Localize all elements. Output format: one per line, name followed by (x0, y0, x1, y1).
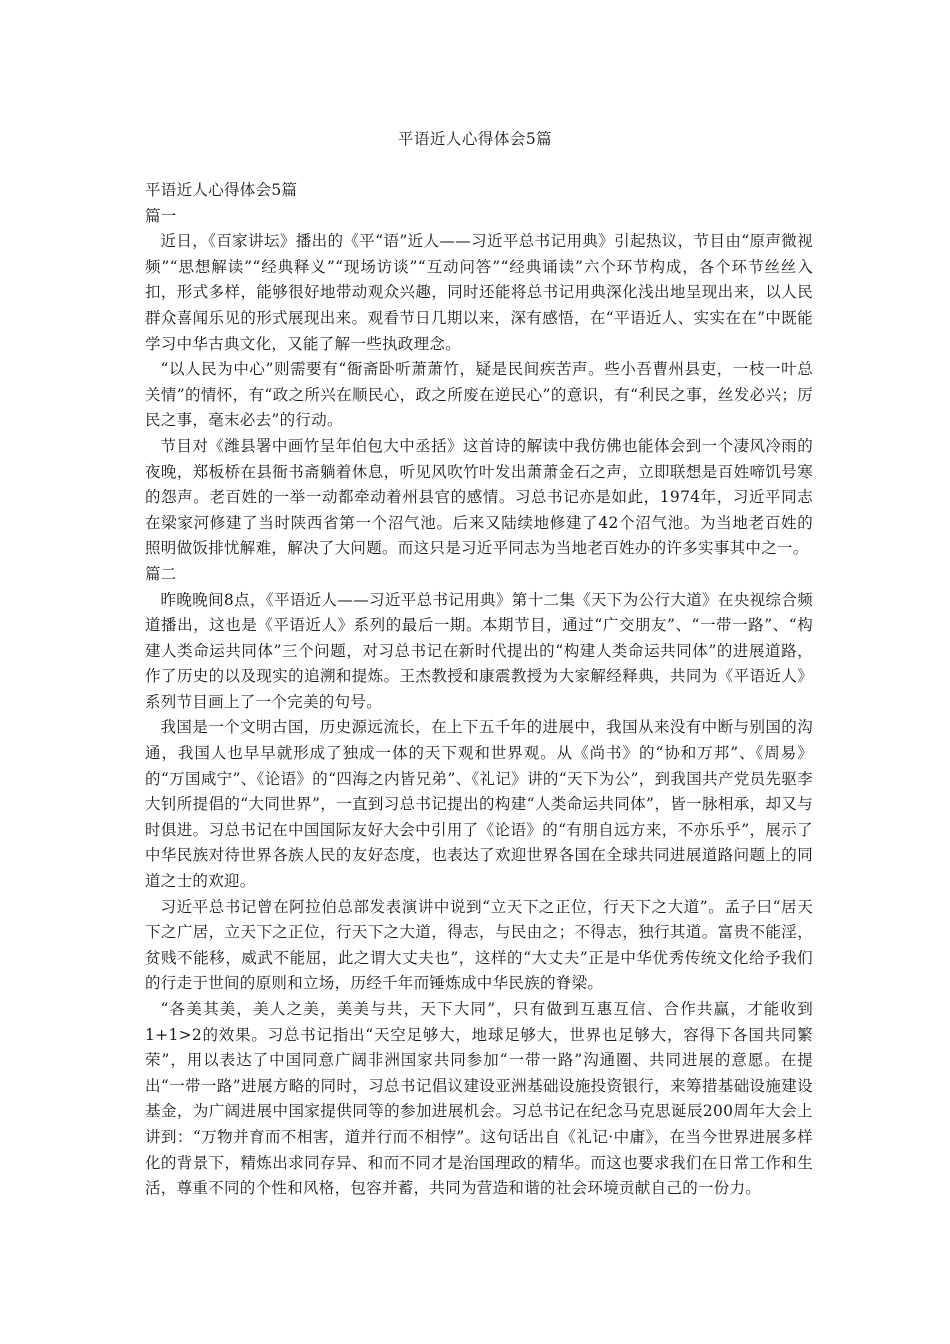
document-title: 平语近人心得体会5篇 (397, 130, 553, 148)
section-heading: 篇二 (145, 564, 177, 583)
section-2 (145, 562, 813, 1202)
paragraph: “各美其美，美人之美，美美与共，天下大同”，只有做到互惠互信、合作共赢，才能收到1+1>2的效果。习总书记指出“天空足够大，地球足够大，世界也足够大，容得下各国共同繁荣”，用以表达了中国同意广阔非洲国家共同参加“一带一路”沟通圈、共同进展的意愿。在提出“一带一路”进展方略的同时，习总书记倡议建设亚洲基础设施投资银行，来筹措基础设施建设基金，为广阔进展中国家提供同等的参加进展机会。习总书记在纪念马克思诞辰200周年大会上讲到：“万物并育而不相害，道并行而不相悖”。这句话出自《礼记·中庸》，在当今世界进展多样化的背景下，精炼出求同存异、和而不同才是治国理政的精华。而这也要求我们在日常工作和生活，尊重不同的个性和风格，包容并蓄，共同为营造和谐的社会环境贡献自己的一份力。 (145, 1000, 813, 1198)
paragraph: 习近平总书记曾在阿拉伯总部发表演讲中说到“立天下之正位，行天下之大道”。孟子曰“居天下之广居，立天下之正位，行天下之大道，得志，与民由之；不得志，独行其道。富贵不能淫，贫贱不能移，威武不能屈，此之谓大丈夫也”，这样的“大丈夫”正是中华优秀传统文化给予我们的行走于世间的原则和立场，历经千年而锤炼成中华民族的脊梁。 (145, 897, 813, 993)
paragraph: 昨晚晚间8点，《平语近人——习近平总书记用典》第十二集《天下为公行大道》在央视综合频道播出，这也是《平语近人》系列的最后一期。本期节目，通过“广交朋友”、“一带一路”、“构建人类命运共同体”三个问题，对习总书记在新时代提出的“构建人类命运共同体”的进展道路，作了历史的以及现实的追溯和提炼。王杰教授和康震教授为大家解经释典，共同为《平语近人》系列节目画上了一个完美的句号。 (145, 590, 813, 711)
paragraph: 节目对《潍县署中画竹呈年伯包大中丞括》这首诗的解读中我仿佛也能体会到一个凄风冷雨的夜晚，郑板桥在县衙书斋躺着休息，听见风吹竹叶发出萧萧金石之声，立即联想是百姓啼饥号寒的怨声。老百姓的一举一动都牵动着州县官的感情。习总书记亦是如此，1974年，习近平同志在梁家河修建了当时陕西省第一个沼气池。后来又陆续地修建了42个沼气池。为当地老百姓的照明做饭排忧解难，解决了大问题。而这只是习近平同志为当地老百姓办的许多实事其中之一。 (145, 436, 813, 558)
document-subtitle: 平语近人心得体会5篇 (145, 181, 298, 199)
paragraph: 近日，《百家讲坛》播出的《平“语”近人——习近平总书记用典》引起热议，节目由“原声微视频”“思想解读”“经典释义”“现场访谈”“互动问答”“经典诵读”六个环节构成，各个环节丝丝入扣，形式多样，能够很好地带动观众兴趣，同时还能将总书记用典深化浅出地呈现出来，以人民群众喜闻乐见的形式展现出来。观看节日几期以来，深有感悟，在“平语近人、实实在在”中既能学习中华古典文化，又能了解一些执政理念。 (145, 232, 813, 353)
document-body (145, 178, 813, 1202)
paragraph: 我国是一个文明古国，历史源远流长，在上下五千年的进展中，我国从来没有中断与别国的沟通，我国人也早早就形成了独成一体的天下观和世界观。从《尚书》的“协和万邦”、《周易》的“万国咸宁”、《论语》的“四海之内皆兄弟”、《礼记》讲的“天下为公”，到我国共产党员先驱李大钊所提倡的“大同世界”，一直到习总书记提出的构建“人类命运共同体”，皆一脉相承，却又与时俱进。习总书记在中国国际友好大会中引用了《论语》的“有朋自远方来，不亦乐乎”，展示了中华民族对待世界各族人民的友好态度，也表达了欢迎世界各国在全球共同进展道路问题上的同道之士的欢迎。 (145, 718, 813, 891)
section-heading: 篇一 (145, 206, 177, 225)
section-1 (145, 204, 813, 562)
paragraph: “以人民为中心”则需要有“衙斋卧听萧萧竹，疑是民间疾苦声。些小吾曹州县吏，一枝一叶总关情”的情怀，有“政之所兴在顺民心，政之所废在逆民心”的意识，有“利民之事，丝发必兴；厉民之事，毫末必去”的行动。 (145, 360, 813, 430)
